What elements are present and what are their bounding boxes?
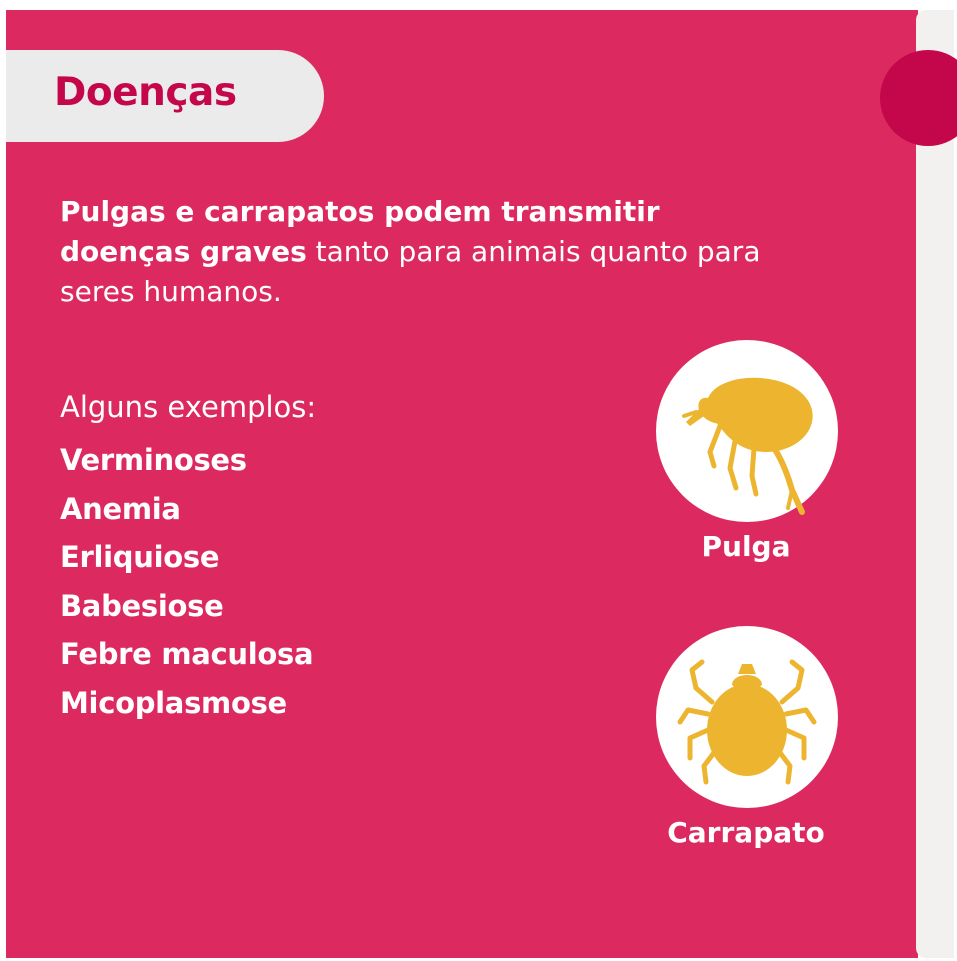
tick-circle <box>656 626 838 808</box>
flea-icon <box>656 340 838 522</box>
intro-bold-text: Pulgas e carrapatos podem transmitir doenças graves <box>60 195 660 268</box>
list-item: Febre maculosa <box>60 637 314 671</box>
flea-circle <box>656 340 838 522</box>
list-item: Babesiose <box>60 588 224 623</box>
list-item: Verminoses <box>60 443 247 477</box>
intro-text <box>60 192 780 312</box>
tick-icon <box>656 626 838 808</box>
list-item: Micoplasmose <box>60 685 287 720</box>
intro-regular-text: tanto para animais quanto para seres humanos. <box>60 235 761 308</box>
flea-label: Pulga <box>701 530 791 563</box>
page-title: Doenças <box>54 70 237 115</box>
next-card-edge <box>916 10 954 958</box>
list-item: Erliquiose <box>60 540 220 574</box>
disease-list <box>60 438 313 729</box>
examples-label: Alguns exemplos: <box>60 390 317 424</box>
tick-label: Carrapato <box>667 816 825 849</box>
list-item: Anemia <box>60 491 181 526</box>
